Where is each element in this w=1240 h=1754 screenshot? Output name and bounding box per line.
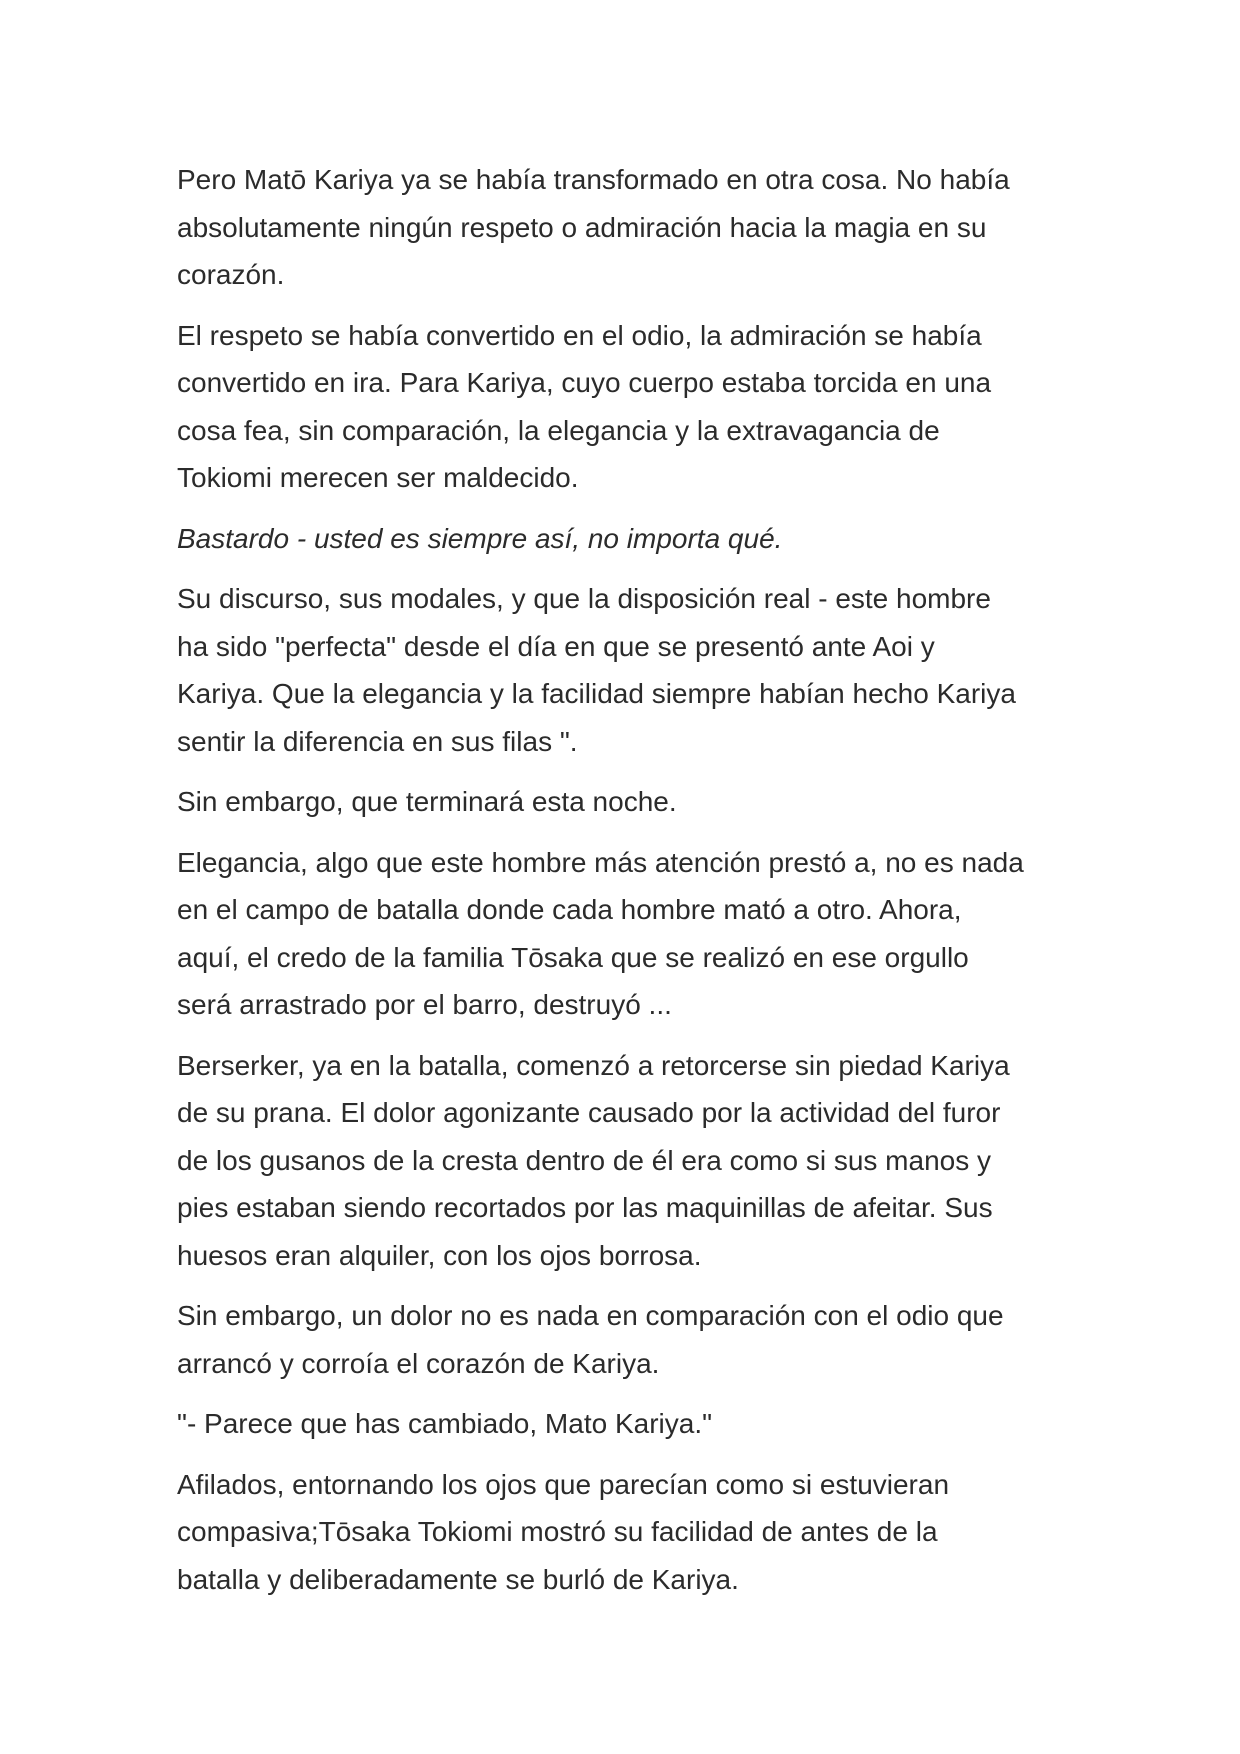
text-line: de los gusanos de la cresta dentro de él era como si sus manos y <box>177 1144 991 1176</box>
text-line: Pero Matō Kariya ya se había transformado en otra cosa. No había <box>177 164 1010 195</box>
text-line: Tokiomi merecen ser maldecido. <box>177 462 579 493</box>
text-line: compasiva;Tōsaka Tokiomi mostró su facilidad de antes de la <box>177 1516 938 1547</box>
text-line: batalla y deliberadamente se burló de Kariya. <box>177 1563 739 1595</box>
text-line: Su discurso, sus modales, y que la disposición real - este hombre <box>177 583 991 614</box>
text-line: ha sido "perfecta" desde el día en que se presentó ante Aoi y <box>177 630 935 662</box>
text-line: absolutamente ningún respeto o admiración hacia la magia en su <box>177 211 987 243</box>
text-line: El respeto se había convertido en el odio, la admiración se había <box>177 319 982 351</box>
text-line: pies estaban siendo recortados por las maquinillas de afeitar. Sus <box>177 1192 993 1223</box>
text-line: sentir la diferencia en sus filas ". <box>177 725 578 757</box>
paragraph <box>177 778 1082 826</box>
text-line: será arrastrado por el barro, destruyó ... <box>177 989 672 1020</box>
italic-paragraph <box>177 515 1082 563</box>
paragraph <box>177 1042 1082 1280</box>
text-line: arrancó y corroía el corazón de Kariya. <box>177 1347 660 1379</box>
text-line: aquí, el credo de la familia Tōsaka que se realizó en ese orgullo <box>177 941 969 973</box>
text-line: corazón. <box>177 259 285 290</box>
text-line: huesos eran alquiler, con los ojos borrosa. <box>177 1239 702 1271</box>
text-line: Bastardo - usted es siempre así, no importa qué. <box>177 522 783 554</box>
text-line: en el campo de batalla donde cada hombre mató a otro. Ahora, <box>177 894 962 925</box>
text-line: Afilados, entornando los ojos que parecían como si estuvieran <box>177 1468 950 1500</box>
text-line: Kariya. Que la elegancia y la facilidad siempre habían hecho Kariya <box>177 678 1016 709</box>
paragraph <box>177 839 1082 1029</box>
paragraph <box>177 575 1082 765</box>
text-line: Sin embargo, un dolor no es nada en comparación con el odio que <box>177 1300 1004 1331</box>
text-line: de su prana. El dolor agonizante causado por la actividad del furor <box>177 1097 1001 1128</box>
text-line: Elegancia, algo que este hombre más atención prestó a, no es nada <box>177 846 1024 878</box>
paragraph <box>177 1461 1082 1604</box>
text-line: "- Parece que has cambiado, Mato Kariya." <box>177 1408 713 1439</box>
paragraph <box>177 1400 1082 1448</box>
text-line: cosa fea, sin comparación, la elegancia y la extravagancia de <box>177 414 940 446</box>
paragraph <box>177 1292 1082 1387</box>
text-line: Berserker, ya en la batalla, comenzó a retorcerse sin piedad Kariya <box>177 1049 1010 1081</box>
paragraph <box>177 312 1082 502</box>
text-line: Sin embargo, que terminará esta noche. <box>177 786 677 817</box>
paragraph <box>177 156 1082 299</box>
text-line: convertido en ira. Para Kariya, cuyo cuerpo estaba torcida en una <box>177 367 992 398</box>
document-body <box>177 156 1082 1616</box>
